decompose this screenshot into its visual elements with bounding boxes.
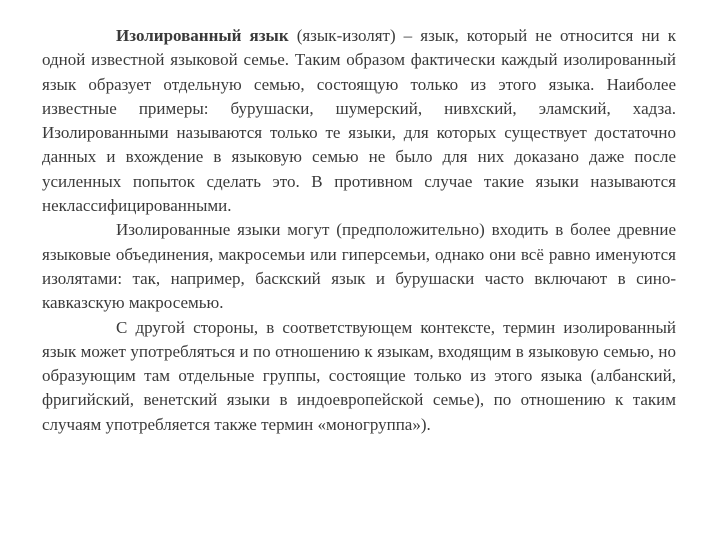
paragraph-monogroup bbox=[42, 316, 676, 437]
defined-term: Изолированный язык bbox=[116, 26, 289, 45]
paragraph-text: С другой стороны, в соответствующем контексте, термин изолированный язык может употребляться и по отношению к языкам, входящим в языковую семью, но образующим там отдельные группы, состоящие только из этого языка (албанский, фригийский, венетский языки в индоевропейской семье), по отношению к таким случаям употребляется также термин «моногруппа»). bbox=[42, 317, 676, 434]
paragraph-macrofamilies bbox=[42, 218, 676, 315]
paragraph-text: (язык-изолят) – язык, который не относится ни к одной известной языковой семье. Таким образом фактически каждый изолированный язык образует отдельную семью, состоящую только из этого языка. Наиболее известные примеры: бурушаски, шумерский, нивхский, эламский, хадза. Изолированными называются только те языки, для которых существует достаточно данных и вхождение в языковую семью не было для них доказано даже после усиленных попыток сделать это. В противном случае такие языки называются неклассифицированными. bbox=[42, 26, 676, 216]
paragraph-text: Изолированные языки могут (предположительно) входить в более древние языковые объединения, макросемьи или гиперсемьи, однако они всё равно именуются изолятами: так, например, баскский язык и бурушаски часто включают в сино-кавказскую макросемью. bbox=[42, 220, 676, 313]
document-body bbox=[42, 24, 676, 437]
paragraph-definition bbox=[42, 24, 676, 218]
